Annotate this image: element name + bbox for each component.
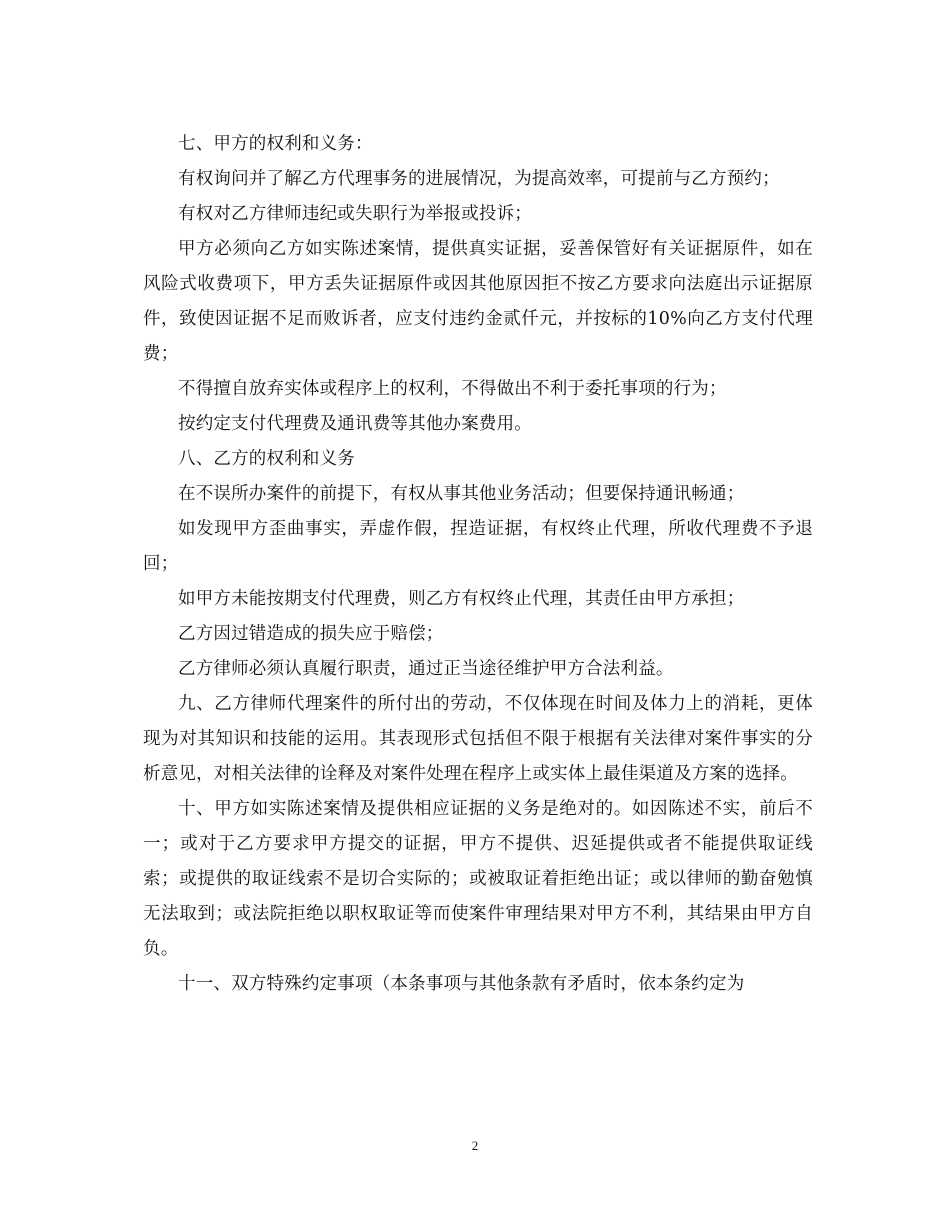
paragraph: 按约定支付代理费及通讯费等其他办案费用。 xyxy=(178,414,532,434)
paragraph: 不得擅自放弃实体或程序上的权利，不得做出不利于委托事项的行为； xyxy=(178,379,727,399)
section-heading-8: 八、乙方的权利和义务 xyxy=(178,449,355,469)
paragraph: 如发现甲方歪曲事实，弄虚作假，捏造证据，有权终止代理，所收代理费不予退回； xyxy=(143,519,813,574)
section-11: 十一、双方特殊约定事项（本条事项与其他条款有矛盾时，依本条约定为 xyxy=(178,974,745,994)
section-10: 十、甲方如实陈述案情及提供相应证据的义务是绝对的。如因陈述不实，前后不一；或对于乙方要求甲方提交的证据，甲方不提供、迟延提供或者不能提供取证线索；或提供的取证线索不是切合实际的；或被取证着拒绝出证；或以律师的勤奋勉慎无法取到；或法院拒绝以职权取证等而使案件审理结果对甲方不利，其结果由甲方自负。 xyxy=(143,799,813,959)
document-body xyxy=(143,127,813,1002)
paragraph: 有权对乙方律师违纪或失职行为举报或投诉； xyxy=(178,204,532,224)
paragraph: 乙方因过错造成的损失应于赔偿； xyxy=(178,624,444,644)
paragraph: 甲方必须向乙方如实陈述案情，提供真实证据，妥善保管好有关证据原件，如在风险式收费项下，甲方丢失证据原件或因其他原因拒不按乙方要求向法庭出示证据原件，致使因证据不足而败诉者，应支付违约金贰仟元，并按标的10%向乙方支付代理费； xyxy=(143,239,813,364)
section-heading-7: 七、甲方的权利和义务： xyxy=(178,134,373,154)
paragraph: 在不误所办案件的前提下，有权从事其他业务活动；但要保持通讯畅通； xyxy=(178,484,745,504)
paragraph: 有权询问并了解乙方代理事务的进展情况，为提高效率，可提前与乙方预约； xyxy=(178,169,780,189)
section-9: 九、乙方律师代理案件的所付出的劳动，不仅体现在时间及体力上的消耗，更体现为对其知识和技能的运用。其表现形式包括但不限于根据有关法律对案件事实的分析意见，对相关法律的诠释及对案件处理在程序上或实体上最佳渠道及方案的选择。 xyxy=(143,694,813,784)
page-number: 2 xyxy=(471,1138,479,1153)
paragraph: 如甲方未能按期支付代理费，则乙方有权终止代理，其责任由甲方承担； xyxy=(178,589,745,609)
paragraph: 乙方律师必须认真履行职责，通过正当途径维护甲方合法利益。 xyxy=(178,659,674,679)
